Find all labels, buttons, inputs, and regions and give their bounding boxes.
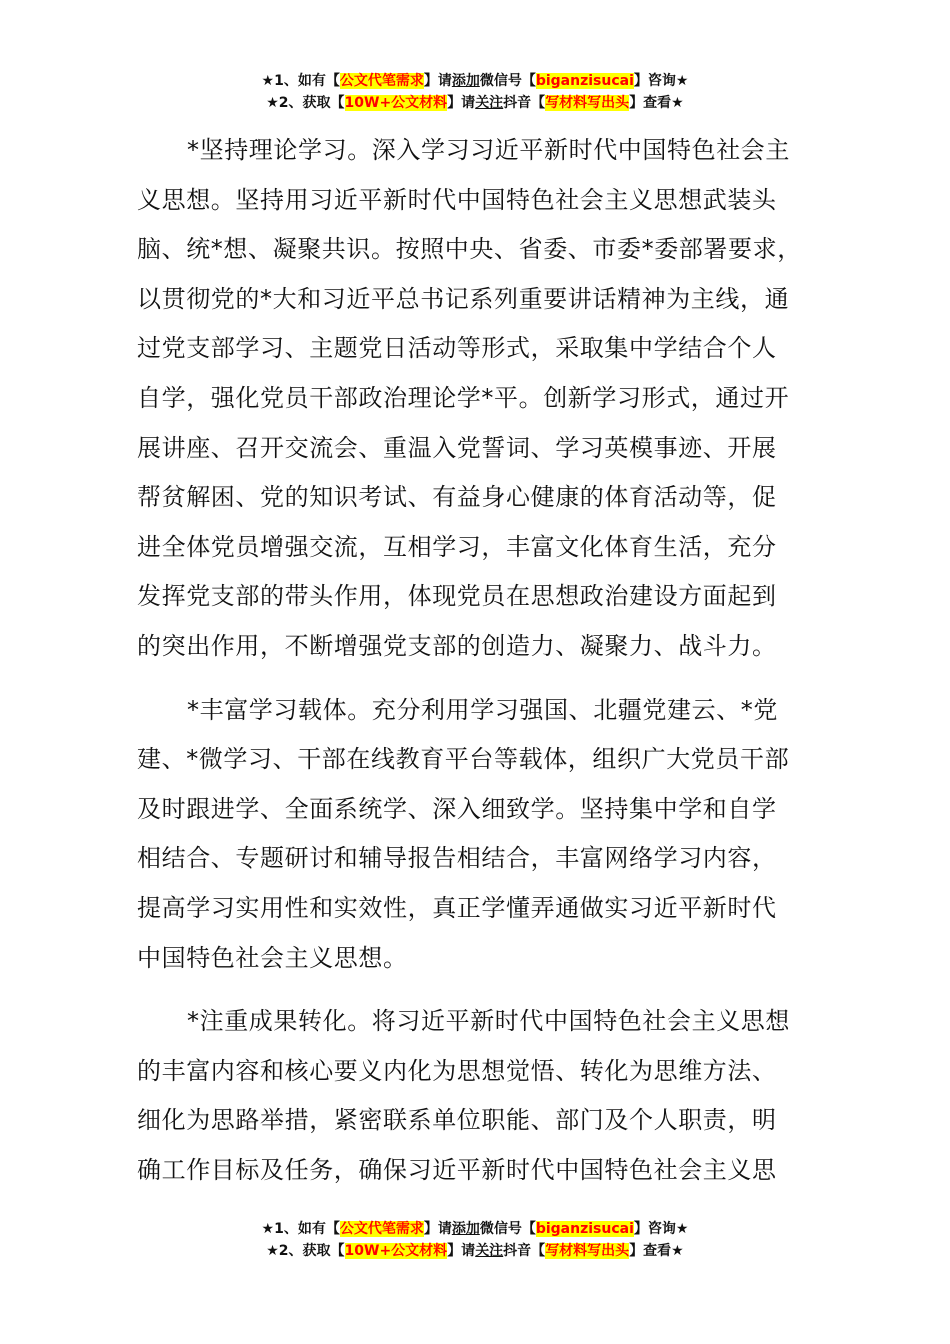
- paragraph-results-transformation: [137, 997, 837, 1195]
- banner-text: 】咨询★: [633, 73, 689, 89]
- text-line: *丰富学习载体。充分利用学习强国、北疆党建云、*党: [187, 695, 778, 724]
- text-line: 及时跟进学、全面系统学、深入细致学。坚持集中学和自学: [137, 794, 777, 823]
- footer-banner: [0, 1218, 950, 1262]
- banner-text: ★1、如有【: [261, 73, 340, 89]
- banner-text: 】请: [423, 1221, 452, 1237]
- text-line: 展讲座、召开交流会、重温入党誓词、学习英模事迹、开展: [137, 433, 777, 462]
- banner-line-2: [0, 92, 950, 114]
- text-line: 发挥党支部的带头作用，体现党员在思想政治建设方面起到: [137, 582, 777, 611]
- highlight-materials: 10W+公文材料: [344, 1243, 448, 1259]
- highlight-service: 公文代笔需求: [339, 73, 424, 89]
- text-line: 自学，强化党员干部政治理论学*平。创新学习形式，通过开: [137, 383, 790, 412]
- banner-underlined-text: 关注: [475, 1243, 504, 1259]
- text-line: *注重成果转化。将习近平新时代中国特色社会主义思想: [187, 1007, 790, 1036]
- banner-underlined-text: 添加: [451, 1221, 480, 1237]
- text-line: 建、*微学习、干部在线教育平台等载体，组织广大党员干部: [137, 745, 790, 774]
- banner-text: ★2、获取【: [266, 1243, 345, 1259]
- banner-line-1: [0, 70, 950, 92]
- highlight-materials: 10W+公文材料: [344, 95, 448, 111]
- banner-text: 微信号【: [479, 1221, 536, 1237]
- text-line: 相结合、专题研讨和辅导报告相结合，丰富网络学习内容，: [137, 844, 777, 873]
- text-line: 以贯彻党的*大和习近平总书记系列重要讲话精神为主线，通: [137, 284, 790, 313]
- banner-text: 】请: [447, 95, 476, 111]
- paragraph-theory-study: [137, 126, 837, 672]
- banner-underlined-text: 添加: [451, 73, 480, 89]
- document-body: [137, 126, 837, 1209]
- text-line: 的突出作用，不断增强党支部的创造力、凝聚力、战斗力。: [137, 631, 777, 660]
- highlight-douyin-account: 写材料写出头: [545, 95, 630, 111]
- banner-underlined-text: 关注: [475, 95, 504, 111]
- paragraph-learning-carriers: [137, 686, 837, 984]
- text-line: 帮贫解困、党的知识考试、有益身心健康的体育活动等，促: [137, 483, 777, 512]
- banner-text: 抖音【: [503, 95, 546, 111]
- header-banner: [0, 70, 950, 114]
- banner-line-1: [0, 1218, 950, 1240]
- text-line: 确工作目标及任务，确保习近平新时代中国特色社会主义思: [137, 1155, 777, 1184]
- text-line: 提高学习实用性和实效性，真正学懂弄通做实习近平新时代: [137, 893, 777, 922]
- banner-text: 】请: [447, 1243, 476, 1259]
- text-line: 中国特色社会主义思想。: [137, 943, 408, 972]
- banner-text: 】咨询★: [633, 1221, 689, 1237]
- text-line: *坚持理论学习。深入学习习近平新时代中国特色社会主: [187, 136, 790, 164]
- highlight-wechat-id: biganzisucai: [535, 1221, 634, 1237]
- banner-text: 微信号【: [479, 73, 536, 89]
- highlight-douyin-account: 写材料写出头: [545, 1243, 630, 1259]
- banner-text: ★2、获取【: [266, 95, 345, 111]
- text-line: 进全体党员增强交流，互相学习，丰富文化体育生活，充分: [137, 532, 777, 561]
- text-line: 脑、统*想、凝聚共识。按照中央、省委、市委*委部署要求，: [137, 235, 802, 264]
- banner-text: 】查看★: [629, 95, 684, 111]
- banner-text: 抖音【: [503, 1243, 546, 1259]
- text-line: 细化为思路举措，紧密联系单位职能、部门及个人职责，明: [137, 1106, 777, 1135]
- text-line: 过党支部学习、主题党日活动等形式，采取集中学结合个人: [137, 334, 777, 363]
- banner-text: 】查看★: [629, 1243, 684, 1259]
- highlight-wechat-id: biganzisucai: [535, 73, 634, 89]
- banner-line-2: [0, 1240, 950, 1262]
- banner-text: ★1、如有【: [261, 1221, 340, 1237]
- banner-text: 】请: [423, 73, 452, 89]
- text-line: 的丰富内容和核心要义内化为思想觉悟、转化为思维方法、: [137, 1056, 777, 1085]
- text-line: 义思想。坚持用习近平新时代中国特色社会主义思想武装头: [137, 185, 777, 214]
- highlight-service: 公文代笔需求: [339, 1221, 424, 1237]
